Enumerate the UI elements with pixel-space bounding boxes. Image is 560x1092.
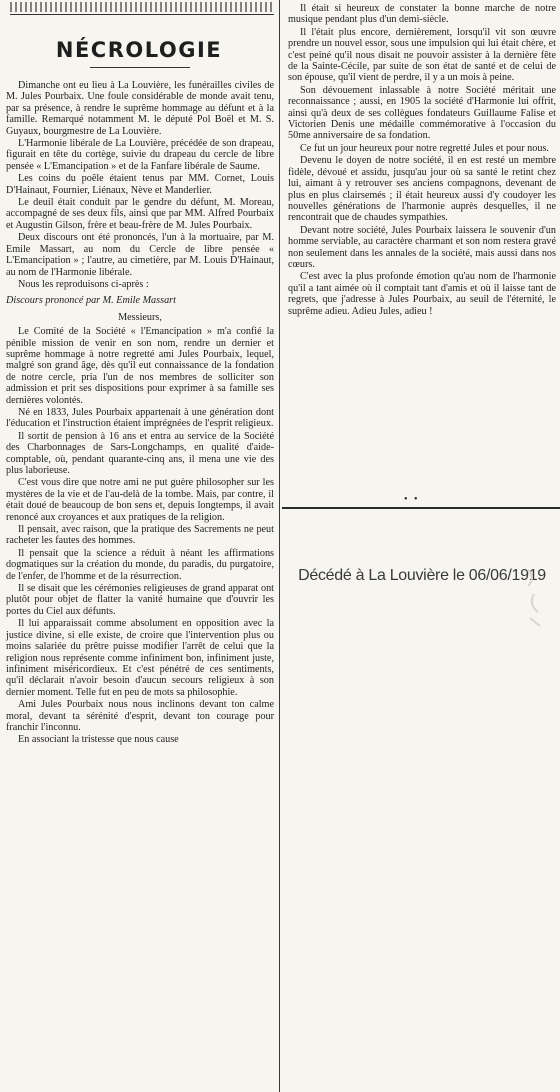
paragraph: En associant la tristesse que nous cause [18,734,179,746]
header-ornament [10,2,274,12]
paragraph: Deux discours ont été prononcés, l'un à la mortuaire, par M. Emile Massart, au nom du Cercle de libre pensée « L'Emancipation » ; l'autre, au cimetière, par M. Louis D'Hainaut, au nom de l'Harmonie libérale. [6,232,274,278]
faded-marks [520,560,550,640]
salutation: Messieurs, [118,311,162,323]
paragraph: Il l'était plus encore, dernièrement, lorsqu'il vit son œuvre prendre un nouvel essor, sous une impulsion qui lui était chère, et c'est peiné qu'il nous disait ne pouvoir assister à la dernière fête de la Sainte-Cécile, par suite de son état de santé et de celui de son épouse, qu'il vient de perdre, il y a un mois à peine. [288,26,556,84]
paragraph: Nous les reproduisons ci-après : [18,278,149,290]
paragraph: Son dévouement inlassable à notre Société méritait une reconnaissance ; aussi, en 1905 la société d'Harmonie lui offrit, ainsi qu'à deux de ses collègues fondateurs Guillaume Falise et Victorien Denis une médaille commémorative à l'occasion du 50me anniversaire de sa fondation. [288,84,556,142]
paragraph: Né en 1833, Jules Pourbaix appartenait à une génération dont l'éducation et l'instruction étaient imprégnées de l'esprit religieux. [6,406,274,430]
paragraph: Il sortit de pension à 16 ans et entra au service de la Société des Charbonnages de Sars-Longchamps, en qualité d'aide-comptable, où, pendant quarante-cinq ans, il mena une vie des plus laborieuse. [6,430,274,476]
column-divider [279,0,280,1092]
paragraph: Il était si heureux de constater la bonne marche de notre musique pendant plus d'un demi-siècle. [288,3,556,26]
title-underline [90,67,190,68]
paragraph: Devant notre société, Jules Pourbaix laissera le souvenir d'un homme serviable, au caractère charmant et son nom restera gravé non seulement dans les annales de la société, mais aussi dans nos cœurs. [288,224,556,270]
paragraph: Le Comité de la Société « l'Emancipation » m'a confié la pénible mission de venir en son nom, rendre un dernier et suprême hommage à notre regretté ami Jules Pourbaix, lequel, malgré son grand âge, dès qu'il eut connaissance de la fondation de notre cercle, pria l'un de nos membres de solliciter son admission et prit ses dispositions pour exprimer à sa famille ses dernières volontés. [6,326,274,406]
paragraph: Devenu le doyen de notre société, il en est resté un membre fidèle, dévoué et assidu, jusqu'au jour où sa santé le retint chez lui, aimant à y retrouver ses anciens compagnons, devenant de plus en plus clairsemés ; il était heureux aussi d'y coudoyer les nouvelles générations de l'harmonie auprès desquelles, il ne rencontrait que de chaudes sympathies. [288,155,556,224]
speech-heading: Discours prononcé par M. Emile Massart [6,295,176,307]
left-column [4,0,274,1092]
paragraph: Le deuil était conduit par le gendre du défunt, M. Moreau, accompagné de ses deux fils, ainsi que par MM. Alfred Pourbaix et Augustin Gilson, frère et beau-frère de M. Jules Pourbaix. [6,197,274,231]
end-ornament: • • [404,494,420,505]
paragraph: Il pensait, avec raison, que la pratique des Sacrements ne peut racheter les fautes des hommes. [6,524,274,547]
paragraph: C'est vous dire que notre ami ne put guère philosopher sur les mystères de la vie et de l'au-delà de la tombe. Mais, par contre, il était doué de beaucoup de bon sens et, depuis longtemps, il avait renoncé aux croyances et aux pratiques de la religion. [6,477,274,523]
header-rule [10,14,274,15]
paragraph: Ce fut un jour heureux pour notre regretté Jules et pour nous. [300,142,549,154]
paragraph: Les coins du poêle étaient tenus par MM. Cornet, Louis D'Hainaut, Fournier, Liénaux, Nève et Manderlier. [6,173,274,196]
paragraph: Ami Jules Pourbaix nous nous inclinons devant ton calme moral, devant ta sérénité d'esprit, devant ton courage pour franchir l'inconnu. [6,699,274,733]
paragraph: L'Harmonie libérale de La Louvière, précédée de son drapeau, figurait en tête du cortège, suivie du drapeau du cercle de libre pensée « L'Emancipation » et de la Fanfare libérale de Saume. [6,138,274,172]
paragraph: C'est avec la plus profonde émotion qu'au nom de l'harmonie qu'il a tant aimée où il comptait tant d'amis et où il laisse tant de regrets, que j'adresse à Jules Pourbaix, au seuil de l'éternité, le suprême adieu. Adieu Jules, adieu ! [288,271,556,317]
page-title: NÉCROLOGIE [55,38,223,62]
paragraph: Il pensait que la science a réduit à néant les affirmations dogmatiques sur la création du monde, du paradis, du purgatoire, de l'enfer, de l'homme et de la résurrection. [6,547,274,582]
right-article-body [288,3,556,318]
paragraph: Il lui apparaissait comme absolument en opposition avec la justice divine, si elle existe, de croire que l'intervention plus ou moins salariée du prêtre puisse modifier l'arrêt de celui que la religion nous représente comme infiniment bon, infiniment juste, infiniment miséricordieux. Et c'est pénétré de ces sentiments, qu'il déclarait n'avoir besoin d'aucun secours religieux à son dernier moment. Telle fut en peu de mots sa philosophie. [6,618,274,698]
death-date-caption: Décédé à La Louvière le 06/06/1919 [298,567,546,584]
paragraph: Il se disait que les cérémonies religieuses de grand apparat ont plutôt pour objet de flatter la vanité humaine que d'ouvrir les portes du Ciel aux défunts. [6,583,274,617]
section-divider [282,507,560,509]
paragraph: Dimanche ont eu lieu à La Louvière, les funérailles civiles de M. Jules Pourbaix. Une foule considérable de monde avait tenu, par sa présence, à rendre le suprême hommage au défunt et à la famille. Remarqué notamment M. le député Pol Boël et M. S. Guyaux, bourgmestre de La Louvière. [6,80,274,137]
left-article-body [6,80,274,747]
